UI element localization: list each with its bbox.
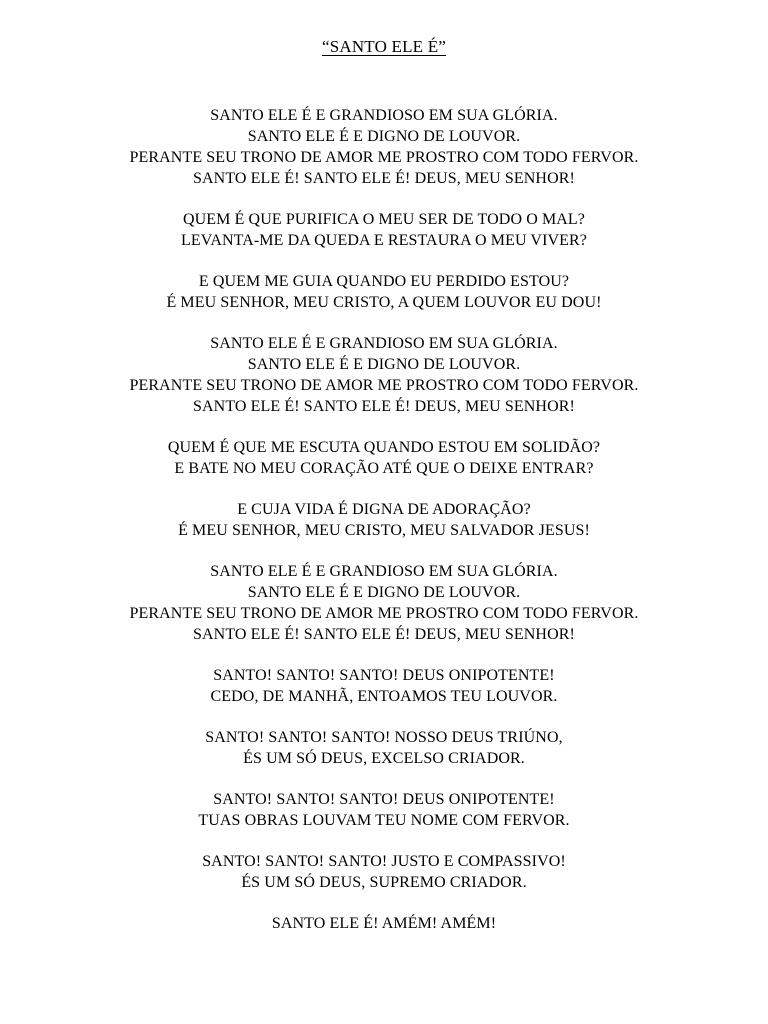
stanza — [0, 789, 768, 831]
stanza — [0, 665, 768, 707]
lyric-line: SANTO ELE É! SANTO ELE É! DEUS, MEU SENHOR! — [193, 170, 575, 187]
song-title-block — [0, 36, 768, 58]
lyric-line: ÉS UM SÓ DEUS, EXCELSO CRIADOR. — [243, 750, 525, 767]
stanza — [0, 271, 768, 313]
stanza — [0, 913, 768, 934]
stanza — [0, 333, 768, 417]
stanza — [0, 209, 768, 251]
lyric-line: SANTO! SANTO! SANTO! DEUS ONIPOTENTE! — [213, 791, 555, 808]
lyric-line: PERANTE SEU TRONO DE AMOR ME PROSTRO COM TODO FERVOR. — [129, 605, 639, 622]
lyric-line: É MEU SENHOR, MEU CRISTO, A QUEM LOUVOR EU DOU! — [166, 294, 602, 311]
lyric-line: SANTO ELE É! SANTO ELE É! DEUS, MEU SENHOR! — [193, 398, 575, 415]
lyric-line: ÉS UM SÓ DEUS, SUPREMO CRIADOR. — [241, 874, 527, 891]
stanza — [0, 727, 768, 769]
lyric-line: PERANTE SEU TRONO DE AMOR ME PROSTRO COM TODO FERVOR. — [129, 149, 639, 166]
lyric-line: SANTO ELE É E DIGNO DE LOUVOR. — [247, 584, 521, 601]
stanza — [0, 437, 768, 479]
lyric-line: SANTO! SANTO! SANTO! NOSSO DEUS TRIÚNO, — [205, 729, 563, 746]
lyric-line: QUEM É QUE PURIFICA O MEU SER DE TODO O MAL? — [182, 211, 586, 228]
lyric-line: SANTO ELE É! SANTO ELE É! DEUS, MEU SENHOR! — [193, 626, 575, 643]
lyric-line: SANTO ELE É E DIGNO DE LOUVOR. — [247, 128, 521, 145]
lyric-line: E CUJA VIDA É DIGNA DE ADORAÇÃO? — [237, 501, 531, 518]
lyric-line: SANTO ELE É E GRANDIOSO EM SUA GLÓRIA. — [210, 563, 558, 580]
lyric-line: SANTO ELE É! AMÉM! AMÉM! — [271, 915, 497, 932]
lyric-line: SANTO! SANTO! SANTO! DEUS ONIPOTENTE! — [213, 667, 555, 684]
lyric-line: SANTO ELE É E DIGNO DE LOUVOR. — [247, 356, 521, 373]
lyric-line: PERANTE SEU TRONO DE AMOR ME PROSTRO COM TODO FERVOR. — [129, 377, 639, 394]
stanza — [0, 105, 768, 189]
stanza — [0, 499, 768, 541]
lyric-line: TUAS OBRAS LOUVAM TEU NOME COM FERVOR. — [198, 812, 570, 829]
song-title: “SANTO ELE É” — [321, 37, 447, 56]
lyric-line: LEVANTA-ME DA QUEDA E RESTAURA O MEU VIVER? — [180, 232, 588, 249]
lyric-line: SANTO ELE É E GRANDIOSO EM SUA GLÓRIA. — [210, 335, 558, 352]
stanza — [0, 851, 768, 893]
lyric-line: QUEM É QUE ME ESCUTA QUANDO ESTOU EM SOLIDÃO? — [167, 439, 601, 456]
stanza — [0, 561, 768, 645]
lyric-line: É MEU SENHOR, MEU CRISTO, MEU SALVADOR JESUS! — [178, 522, 590, 539]
lyric-line: SANTO! SANTO! SANTO! JUSTO E COMPASSIVO! — [202, 853, 566, 870]
lyric-line: CEDO, DE MANHÃ, ENTOAMOS TEU LOUVOR. — [210, 688, 558, 705]
lyric-line: SANTO ELE É E GRANDIOSO EM SUA GLÓRIA. — [210, 107, 558, 124]
lyrics-body — [0, 105, 768, 954]
lyric-line: E BATE NO MEU CORAÇÃO ATÉ QUE O DEIXE ENTRAR? — [174, 460, 594, 477]
lyric-line: E QUEM ME GUIA QUANDO EU PERDIDO ESTOU? — [198, 273, 570, 290]
